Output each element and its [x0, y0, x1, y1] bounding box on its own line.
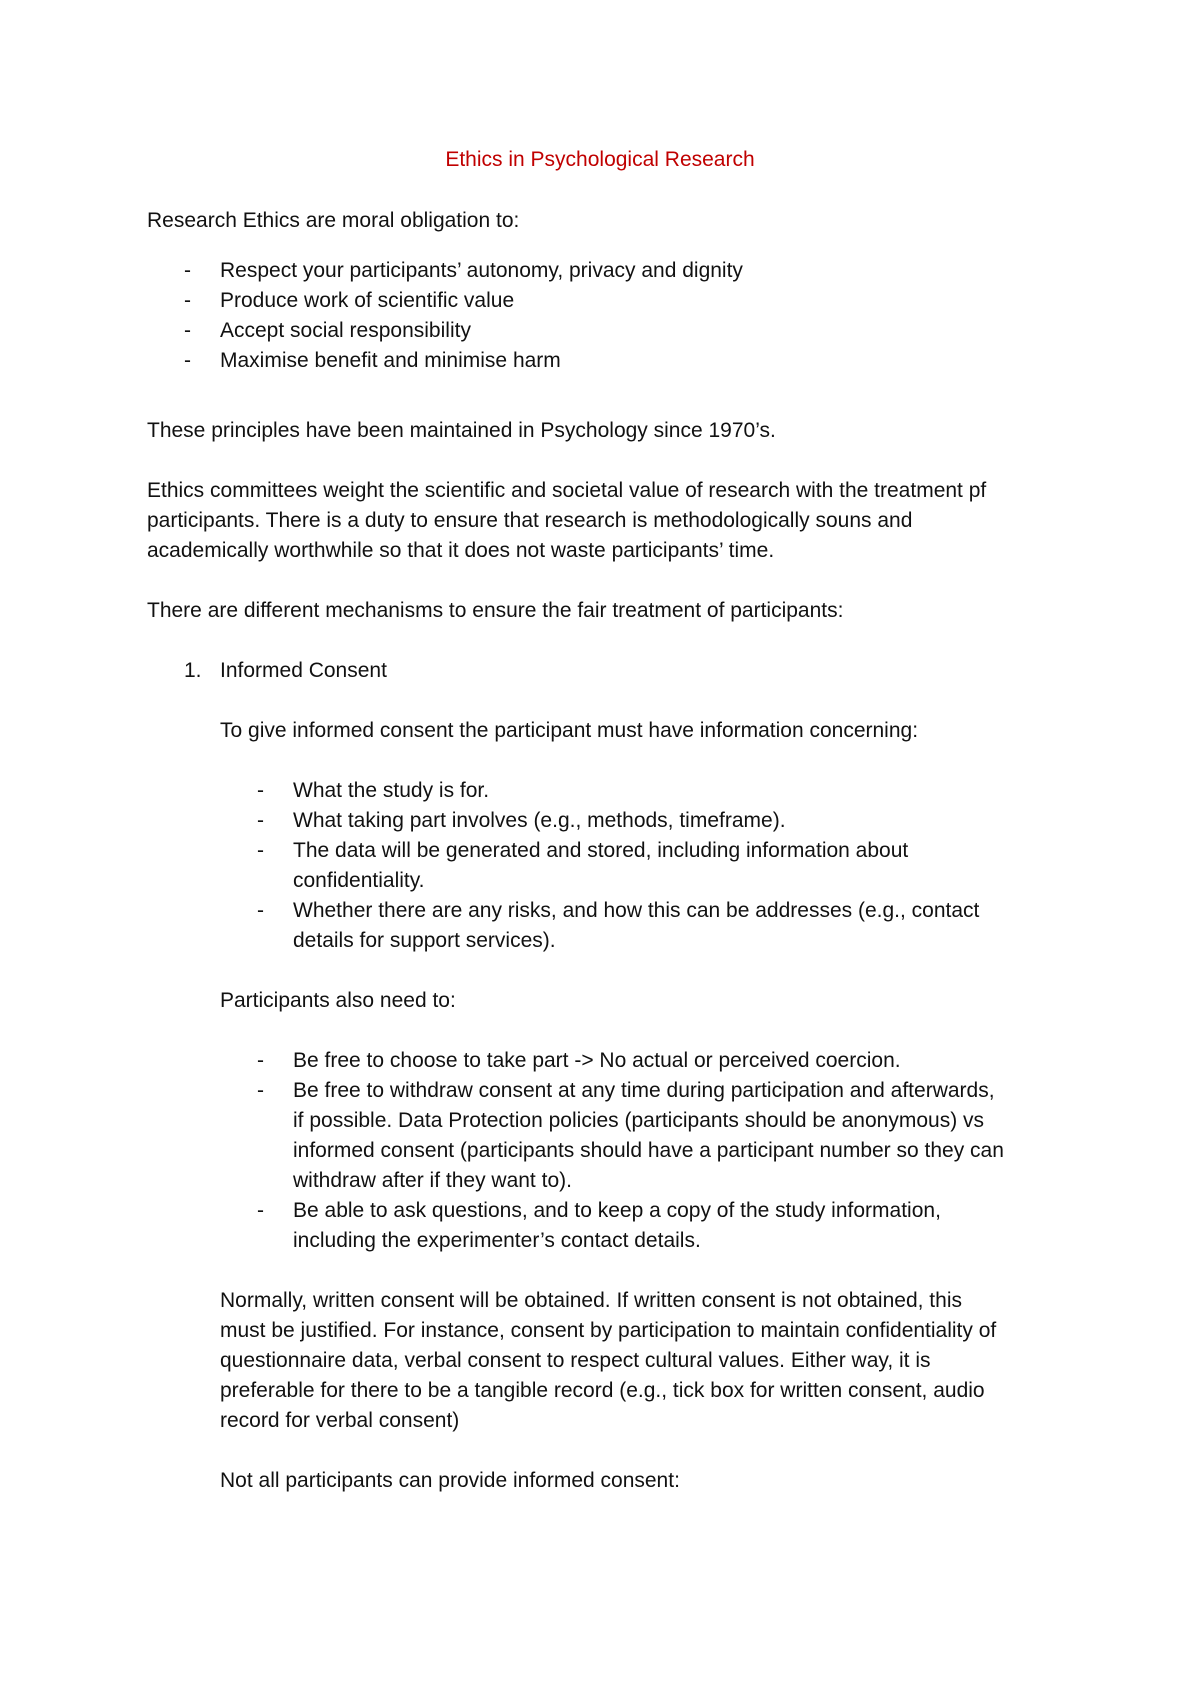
bullet-dash: - — [257, 809, 264, 832]
obligation-text: Respect your participants’ autonomy, privacy and dignity — [220, 259, 743, 282]
bullet-dash: - — [184, 289, 191, 312]
bullet-dash: - — [184, 349, 191, 372]
paragraph-line: Normally, written consent will be obtained. If written consent is not obtained, this — [220, 1289, 962, 1312]
bullet-dash: - — [257, 1049, 264, 1072]
mechanisms-text: There are different mechanisms to ensure the fair treatment of participants: — [147, 599, 844, 622]
document-title: Ethics in Psychological Research — [445, 148, 755, 171]
not-all-text: Not all participants can provide informed consent: — [220, 1469, 680, 1492]
bullet-dash: - — [184, 259, 191, 282]
paragraph-line: participants. There is a duty to ensure that research is methodologically souns and — [147, 509, 913, 532]
section-heading: Informed Consent — [220, 659, 387, 682]
bullet-dash: - — [257, 1079, 264, 1102]
paragraph-line: must be justified. For instance, consent by participation to maintain confidentiality of — [220, 1319, 997, 1342]
list-item-continuation: if possible. Data Protection policies (participants should be anonymous) vs — [293, 1109, 985, 1132]
list-item: Be able to ask questions, and to keep a copy of the study information, — [293, 1199, 941, 1222]
obligation-text: Maximise benefit and minimise harm — [220, 349, 561, 372]
obligation-text: Accept social responsibility — [220, 319, 471, 342]
list-item: What the study is for. — [293, 779, 490, 802]
list-item: Be free to withdraw consent at any time during participation and afterwards, — [293, 1079, 995, 1102]
list-item: Whether there are any risks, and how this can be addresses (e.g., contact — [293, 899, 980, 922]
bullet-dash: - — [257, 839, 264, 862]
paragraph-line: questionnaire data, verbal consent to respect cultural values. Either way, it is — [220, 1349, 931, 1372]
info-intro: To give informed consent the participant must have information concerning: — [220, 719, 919, 742]
list-item-continuation: withdraw after if they want to). — [293, 1169, 572, 1192]
intro-text: Research Ethics are moral obligation to: — [147, 209, 520, 232]
bullet-dash: - — [257, 1199, 264, 1222]
paragraph-line: preferable for there to be a tangible record (e.g., tick box for written consent, audio — [220, 1379, 985, 1402]
list-item-continuation: confidentiality. — [293, 869, 425, 892]
also-intro: Participants also need to: — [220, 989, 456, 1012]
principles-text: These principles have been maintained in Psychology since 1970’s. — [147, 419, 776, 442]
bullet-dash: - — [184, 319, 191, 342]
paragraph-line: Ethics committees weight the scientific and societal value of research with the treatment pf — [147, 479, 987, 502]
list-item: What taking part involves (e.g., methods, timeframe). — [293, 809, 786, 832]
list-item-continuation: including the experimenter’s contact details. — [293, 1229, 701, 1252]
list-item: The data will be generated and stored, including information about — [293, 839, 909, 862]
list-item-continuation: informed consent (participants should have a participant number so they can — [293, 1139, 1004, 1162]
list-item: Be free to choose to take part -> No actual or perceived coercion. — [293, 1049, 901, 1072]
obligation-text: Produce work of scientific value — [220, 289, 515, 312]
section-number: 1. — [184, 659, 202, 682]
paragraph-line: academically worthwhile so that it does not waste participants’ time. — [147, 539, 775, 562]
paragraph-line: record for verbal consent) — [220, 1409, 460, 1432]
list-item-continuation: details for support services). — [293, 929, 556, 952]
bullet-dash: - — [257, 899, 264, 922]
bullet-dash: - — [257, 779, 264, 802]
